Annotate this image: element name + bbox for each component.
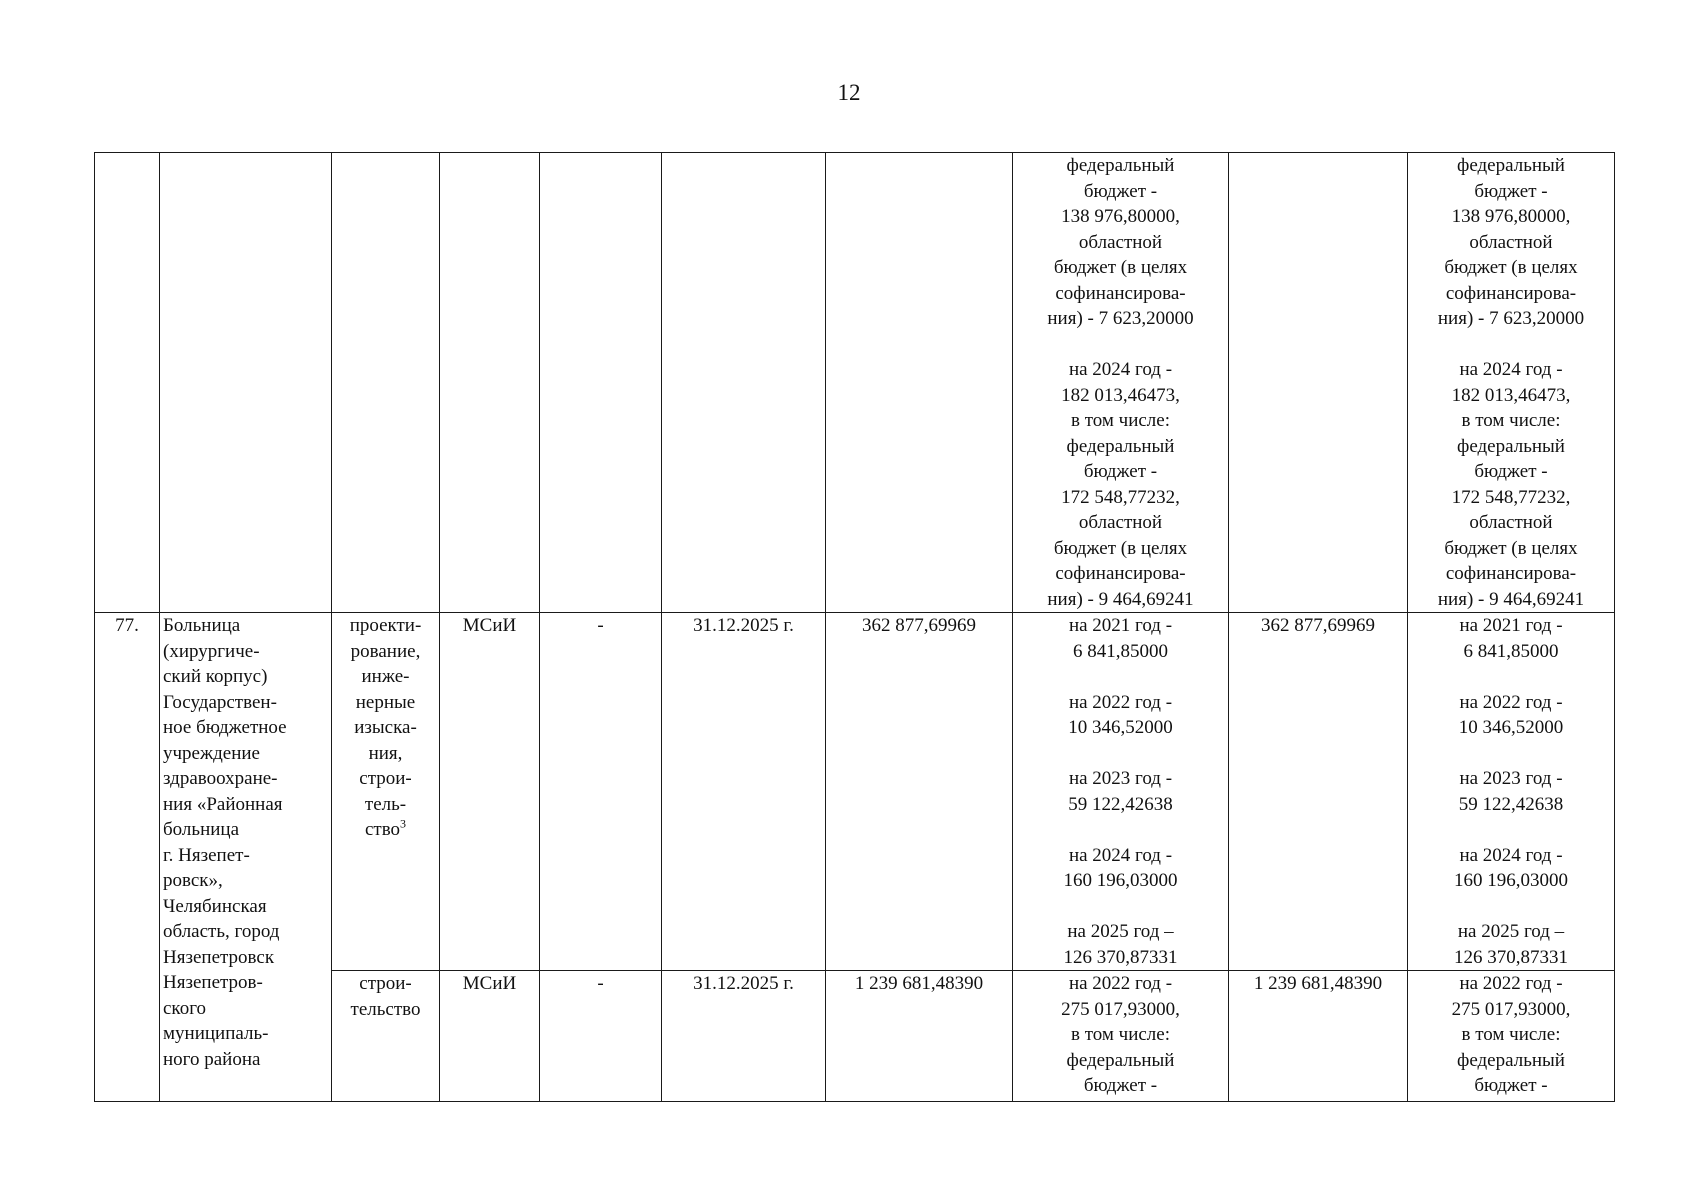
table-row-continuation	[95, 153, 1615, 613]
table-row-77	[95, 613, 1615, 971]
cell-object-name: Больница (хирургиче- ский корпус) Государствен- ное бюджетное учреждение здравоохране- ния «Районная больница г. Нязепет- ровск», Челябинская область, город Нязепетровск Нязепетров- ского муниципаль- ного района	[160, 613, 332, 1102]
cell-deadline: 31.12.2025 г.	[662, 971, 826, 1102]
cell-number: 77.	[95, 613, 160, 1102]
cell-total-cost-2: 362 877,69969	[1229, 613, 1408, 971]
cell-object-name	[160, 153, 332, 613]
cell-total-cost-2	[1229, 153, 1408, 613]
cell-financing: федеральный бюджет - 138 976,80000, областной бюджет (в целях софинансирова- ния) - 7 623,20000 на 2024 год - 182 013,46473, в том числе: федеральный бюджет - 172 548,77232, областной бюджет (в целях софинансирова- ния) - 9 464,69241	[1013, 153, 1229, 613]
cell-financing: на 2022 год - 275 017,93000, в том числе: федеральный бюджет -	[1013, 971, 1229, 1102]
cell-dash: -	[540, 613, 662, 971]
cell-financing-2: на 2022 год - 275 017,93000, в том числе: федеральный бюджет -	[1408, 971, 1615, 1102]
cell-work-type	[332, 153, 440, 613]
cell-total-cost-2: 1 239 681,48390	[1229, 971, 1408, 1102]
cell-responsible: МСиИ	[440, 613, 540, 971]
cell-responsible: МСиИ	[440, 971, 540, 1102]
cell-total-cost	[826, 153, 1013, 613]
cell-work-type: строи- тельство	[332, 971, 440, 1102]
cell-total-cost: 1 239 681,48390	[826, 971, 1013, 1102]
cell-total-cost: 362 877,69969	[826, 613, 1013, 971]
cell-financing-2: федеральный бюджет - 138 976,80000, областной бюджет (в целях софинансирова- ния) - 7 623,20000 на 2024 год - 182 013,46473, в том числе: федеральный бюджет - 172 548,77232, областной бюджет (в целях софинансирова- ния) - 9 464,69241	[1408, 153, 1615, 613]
cell-financing: на 2021 год - 6 841,85000 на 2022 год - 10 346,52000 на 2023 год - 59 122,42638 на 2024 год - 160 196,03000 на 2025 год – 126 370,87331	[1013, 613, 1229, 971]
cell-deadline	[662, 153, 826, 613]
cell-dash: -	[540, 971, 662, 1102]
cell-dash	[540, 153, 662, 613]
investment-objects-table	[94, 152, 1615, 1102]
cell-deadline: 31.12.2025 г.	[662, 613, 826, 971]
footnote-marker: 3	[400, 816, 407, 831]
work-type-text: проекти- рование, инже- нерные изыска- ния, строи- тель- ство	[349, 615, 422, 840]
cell-number	[95, 153, 160, 613]
cell-work-type	[332, 613, 440, 971]
page-number: 12	[837, 80, 861, 105]
cell-responsible	[440, 153, 540, 613]
cell-financing-2: на 2021 год - 6 841,85000 на 2022 год - 10 346,52000 на 2023 год - 59 122,42638 на 2024 год - 160 196,03000 на 2025 год – 126 370,87331	[1408, 613, 1615, 971]
